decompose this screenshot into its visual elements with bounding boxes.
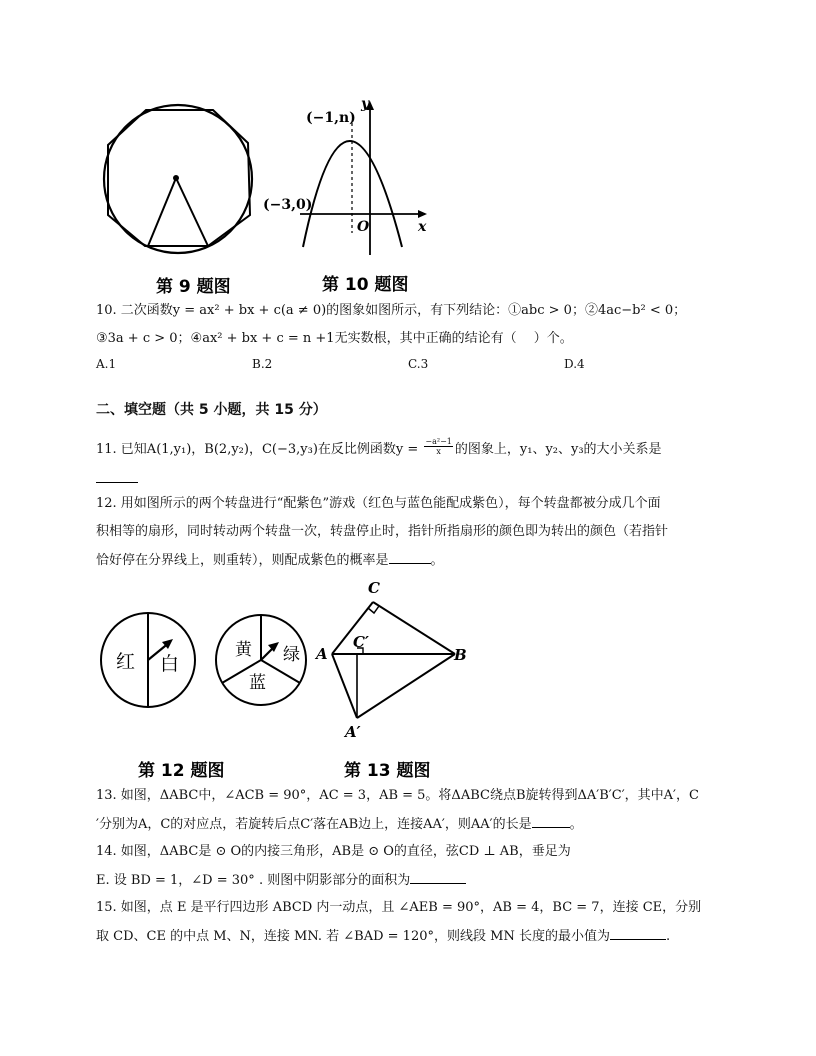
- q12-line-3-end: 。: [430, 553, 444, 568]
- q10-option-a: A.1: [96, 357, 117, 371]
- q15-line-2-text: 取 CD、CE 的中点 M、N，连接 MN. 若 ∠BAD = 120°，则线段 MN 长度的最小值为: [96, 929, 610, 944]
- q13-line-2: [96, 815, 583, 834]
- q10-option-b: B.2: [252, 357, 273, 371]
- spinner-right-green: 绿: [283, 645, 300, 665]
- q11-text: 11. 已知A(1,y₁)，B(2,y₂)，C(−3,y₃)在反比例函数y =: [96, 442, 423, 457]
- figure-10-caption: 第 10 题图: [322, 275, 409, 295]
- q15-line-2: [96, 927, 670, 946]
- fig13-label-a-prime: A′: [345, 723, 361, 741]
- section-2-heading: 二、填空题（共 5 小题，共 15 分）: [96, 402, 327, 418]
- q12-line-1: 12. 用如图所示的两个转盘进行“配紫色”游戏（红色与蓝色能配成紫色），每个转盘都被分成几个面: [96, 496, 661, 511]
- spinner-right-yellow: 黄: [235, 640, 252, 660]
- q14-answer-blank: [410, 871, 466, 884]
- figure-9-caption: 第 9 题图: [156, 277, 231, 297]
- q12-answer-blank: [389, 551, 431, 564]
- q11-fraction: [424, 437, 452, 456]
- fig13-label-a: A: [316, 645, 328, 663]
- fig13-label-c-prime: C′: [353, 633, 369, 651]
- fig13-label-c: C: [368, 579, 380, 597]
- spinner-left-red: 红: [116, 651, 136, 673]
- q10-option-d: D.4: [564, 357, 585, 371]
- q11-answer-blank: [96, 482, 138, 483]
- fig13-label-b: B: [454, 646, 467, 664]
- figure-12-caption: 第 12 题图: [138, 761, 225, 781]
- q10-option-c: C.3: [408, 357, 429, 371]
- figure-13-caption: 第 13 题图: [344, 761, 431, 781]
- q14-line-2: [96, 871, 466, 890]
- q11-fraction-denominator: x: [436, 447, 441, 456]
- q12-line-3-text: 恰好停在分界线上，则重转），则配成紫色的概率是: [96, 553, 389, 568]
- figure-9-octagon-circle: [100, 100, 260, 260]
- fig10-x-label: x: [418, 219, 427, 235]
- q13-line-1: 13. 如图，ΔABC中，∠ACB = 90°，AC = 3，AB = 5。将ΔABC绕点B旋转得到ΔA′B′C′，其中A′，C: [96, 788, 699, 803]
- spinner-right-blue: 蓝: [249, 673, 266, 693]
- q14-line-2-text: E. 设 BD = 1，∠D = 30° . 则图中阴影部分的面积为: [96, 873, 411, 888]
- q13-line-2-end: 。: [569, 817, 583, 832]
- figure-10-parabola: [260, 95, 435, 260]
- q15-line-1: 15. 如图，点 E 是平行四边形 ABCD 内一动点，且 ∠AEB = 90°，AB = 4，BC = 7，连接 CE，分别: [96, 900, 702, 915]
- q13-line-2-text: ′分别为A，C的对应点，若旋转后点C′落在AB边上，连接AA′，则AA′的长是: [96, 817, 532, 832]
- q11-fraction-numerator: −a²−1: [425, 437, 452, 446]
- figure-13-triangle: [312, 575, 477, 745]
- q11-text-after: 的图象上，y₁、y₂、y₃的大小关系是: [454, 442, 662, 457]
- q14-line-1: 14. 如图，ΔABC是 ⊙ O的内接三角形，AB是 ⊙ O的直径，弦CD ⊥ AB，垂足为: [96, 844, 571, 859]
- q10-line-2: ③3a + c > 0；④ax² + bx + c = n +1无实数根，其中正确的结论有（ ）个。: [96, 331, 573, 346]
- fig10-y-label: y: [361, 96, 370, 112]
- q12-line-3: [96, 551, 444, 570]
- q13-answer-blank: [532, 815, 570, 828]
- q15-answer-blank: [610, 927, 666, 940]
- spinner-left-white: 白: [160, 653, 180, 675]
- fig10-root-label: (−3,0): [263, 197, 313, 213]
- q12-line-2: 积相等的扇形，同时转动两个转盘一次，转盘停止时，指针所指扇形的颜色即为转出的颜色（若指针: [96, 524, 669, 539]
- q15-line-2-end: .: [665, 929, 671, 944]
- q11-line: [96, 437, 662, 459]
- fig10-origin-label: O: [357, 219, 370, 235]
- figure-12-spinners: [96, 600, 316, 720]
- fig10-vertex-label: (−1,n): [306, 110, 356, 126]
- q10-line-1: 10. 二次函数y = ax² + bx + c(a ≠ 0)的图象如图所示，有下列结论：①abc > 0；②4ac−b² < 0；: [96, 303, 687, 318]
